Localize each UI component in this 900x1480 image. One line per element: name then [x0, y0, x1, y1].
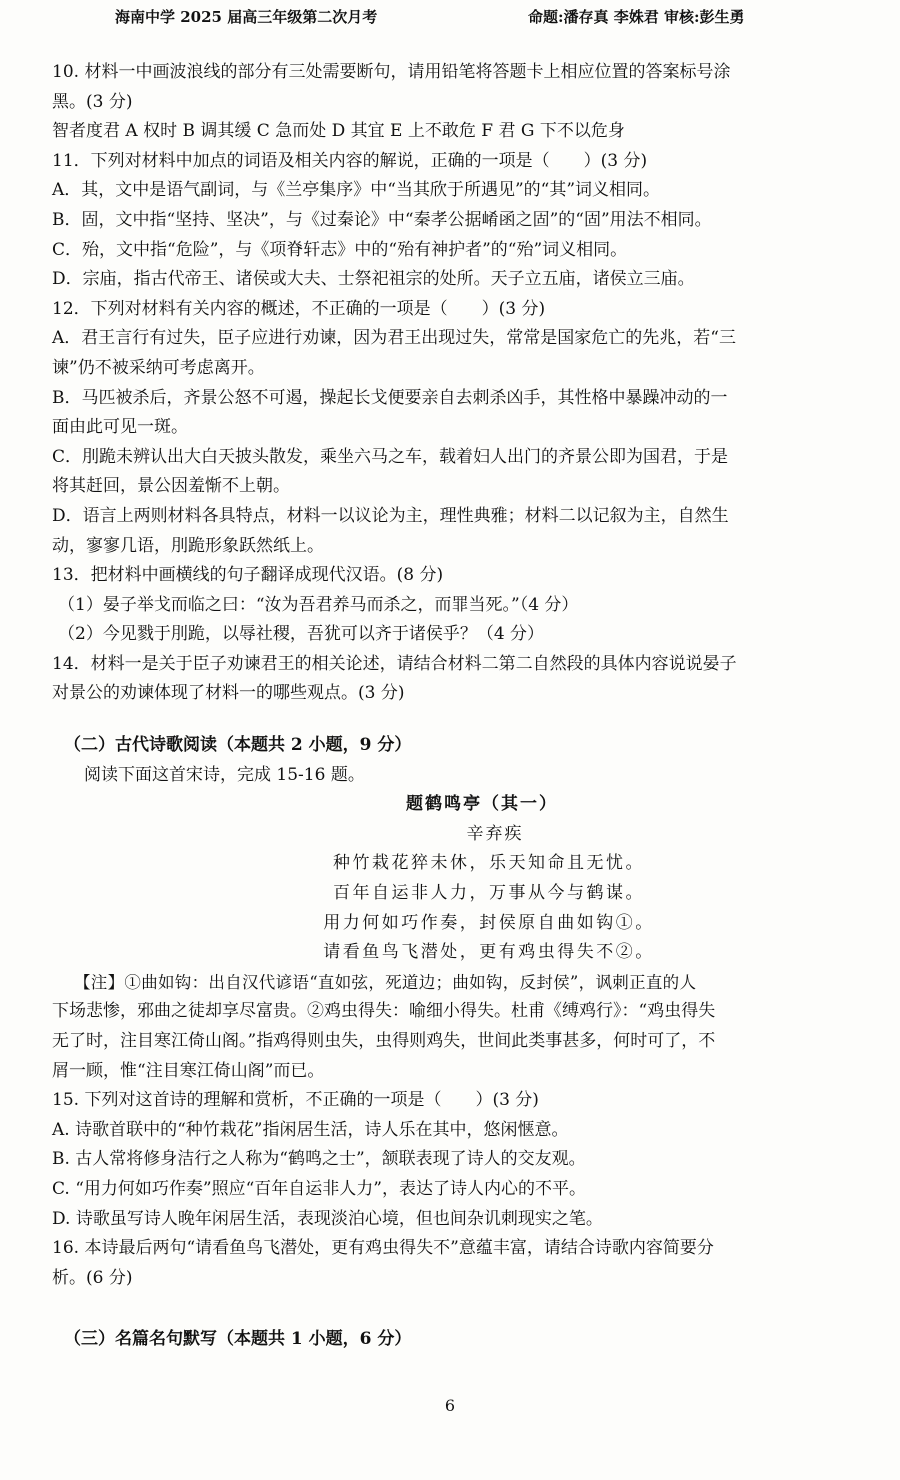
page-number: 6 — [444, 1396, 456, 1415]
text-line: 智者度君 A 权时 B 调其缓 C 急而处 D 其宜 E 上不敢危 F 君 G 下不以危身 — [52, 121, 625, 142]
text-line: 阅读下面这首宋诗，完成 15-16 题。 — [84, 764, 365, 785]
text-line: 10. 材料一中画波浪线的部分有三处需要断句，请用铅笔将答题卡上相应位置的答案标号涂 — [52, 62, 731, 82]
text-line: 下场悲惨，邪曲之徒却享尽富贵。②鸡虫得失：喻细小得失。杜甫《缚鸡行》：“鸡虫得失 — [52, 1001, 716, 1022]
text-line: D. 诗歌虽写诗人晚年闲居生活，表现淡泊心境，但也间杂讥刺现实之笔。 — [52, 1208, 603, 1229]
text-line: 种竹栽花猝未休，乐天知命且无忧。 — [333, 853, 645, 874]
text-line: （三）名篇名句默写（本题共 1 小题，6 分） — [64, 1329, 412, 1350]
text-line: 16. 本诗最后两句“请看鱼鸟飞潜处，更有鸡虫得失不”意蕴丰富，请结合诗歌内容简要分 — [52, 1238, 714, 1259]
text-line: 15. 下列对这首诗的理解和赏析，不正确的一项是（ ）(3 分) — [52, 1090, 539, 1111]
text-line: 百年自运非人力，万事从今与鹤谋。 — [333, 883, 645, 904]
text-line: 谏”仍不被采纳可考虑离开。 — [52, 357, 265, 378]
text-line: （2）今见戮于刖跪，以辱社稷，吾犹可以齐于诸侯乎？（4 分） — [58, 624, 545, 645]
text-line: D．语言上两则材料各具特点，材料一以议论为主，理性典雅；材料二以记叙为主，自然生 — [52, 505, 729, 526]
text-line: A．其，文中是语气副词，与《兰亭集序》中“当其欣于所遇见”的“其”词义相同。 — [52, 180, 661, 201]
text-line: 12．下列对材料有关内容的概述，不正确的一项是（ ）(3 分) — [52, 298, 546, 319]
text-line: 请看鱼鸟飞潜处，更有鸡虫得失不②。 — [323, 942, 655, 963]
text-line: 析。(6 分) — [52, 1267, 133, 1288]
text-line: 将其赶回，景公因羞惭不上朝。 — [52, 476, 290, 497]
spacer — [52, 709, 852, 731]
text-line: B. 古人常将修身洁行之人称为“鹤鸣之士”，颔联表现了诗人的交友观。 — [52, 1149, 586, 1170]
exam-content — [52, 58, 852, 1355]
text-line: B．马匹被杀后，齐景公怒不可遏，操起长戈便要亲自去刺杀凶手，其性格中暴躁冲动的一 — [52, 387, 728, 408]
header-exam-title: 海南中学 2025 届高三年级第二次月考 — [115, 8, 378, 26]
text-line: A. 诗歌首联中的“种竹栽花”指闲居生活，诗人乐在其中，悠闲惬意。 — [52, 1119, 569, 1140]
text-line: B．固，文中指“坚持、坚决”，与《过秦论》中“秦孝公据崤函之固”的“固”用法不相同。 — [52, 209, 712, 230]
spacer — [52, 1293, 852, 1325]
text-line: 题鹤鸣亭（其一） — [406, 794, 558, 815]
text-line: 无了时，注目寒江倚山阁。”指鸡得则虫失，虫得则鸡失，世间此类事甚多，何时可了，不 — [52, 1031, 716, 1051]
text-line: 【注】①曲如钩：出自汉代谚语“直如弦，死道边；曲如钩，反封侯”，讽刺正直的人 — [74, 972, 697, 992]
text-line: （二）古代诗歌阅读（本题共 2 小题，9 分） — [64, 735, 412, 756]
text-line: 14．材料一是关于臣子劝谏君王的相关论述，请结合材料二第二自然段的具体内容说说晏子 — [52, 653, 737, 674]
text-line: （1）晏子举戈而临之曰：“汝为吾君养马而杀之，而罪当死。”（4 分） — [58, 594, 579, 615]
text-line: 黑。(3 分) — [52, 91, 133, 112]
text-line: A．君王言行有过失，臣子应进行劝谏，因为君王出现过失，常常是国家危亡的先兆，若“三 — [52, 328, 736, 349]
text-line: 面由此可见一斑。 — [52, 417, 188, 438]
text-line: C．殆，文中指“危险”，与《项脊轩志》中的“殆有神护者”的“殆”词义相同。 — [52, 239, 628, 260]
text-line: D．宗庙，指古代帝王、诸侯或大夫、士祭祀祖宗的处所。天子立五庙，诸侯立三庙。 — [52, 269, 695, 290]
text-line: 动，寥寥几语，刖跪形象跃然纸上。 — [52, 535, 324, 556]
header-authors: 命题:潘存真 李姝君 审核:彭生勇 — [528, 8, 745, 26]
text-line: 辛弃疾 — [466, 823, 524, 844]
text-line: C．刖跪未辨认出大白天披头散发，乘坐六马之车，载着妇人出门的齐景公即为国君，于是 — [52, 446, 729, 467]
text-line: C. “用力何如巧作奏”照应“百年自运非人力”，表达了诗人内心的不平。 — [52, 1178, 586, 1199]
page-header — [0, 6, 900, 30]
text-line: 13．把材料中画横线的句子翻译成现代汉语。(8 分) — [52, 565, 444, 586]
text-line: 用力何如巧作奏，封侯原自曲如钩①。 — [323, 912, 655, 933]
text-line: 11．下列对材料中加点的词语及相关内容的解说，正确的一项是（ ）(3 分) — [52, 150, 648, 171]
text-line: 屑一顾，惟“注目寒江倚山阁”而已。 — [52, 1060, 325, 1081]
text-line: 对景公的劝谏体现了材料一的哪些观点。(3 分) — [52, 683, 405, 704]
